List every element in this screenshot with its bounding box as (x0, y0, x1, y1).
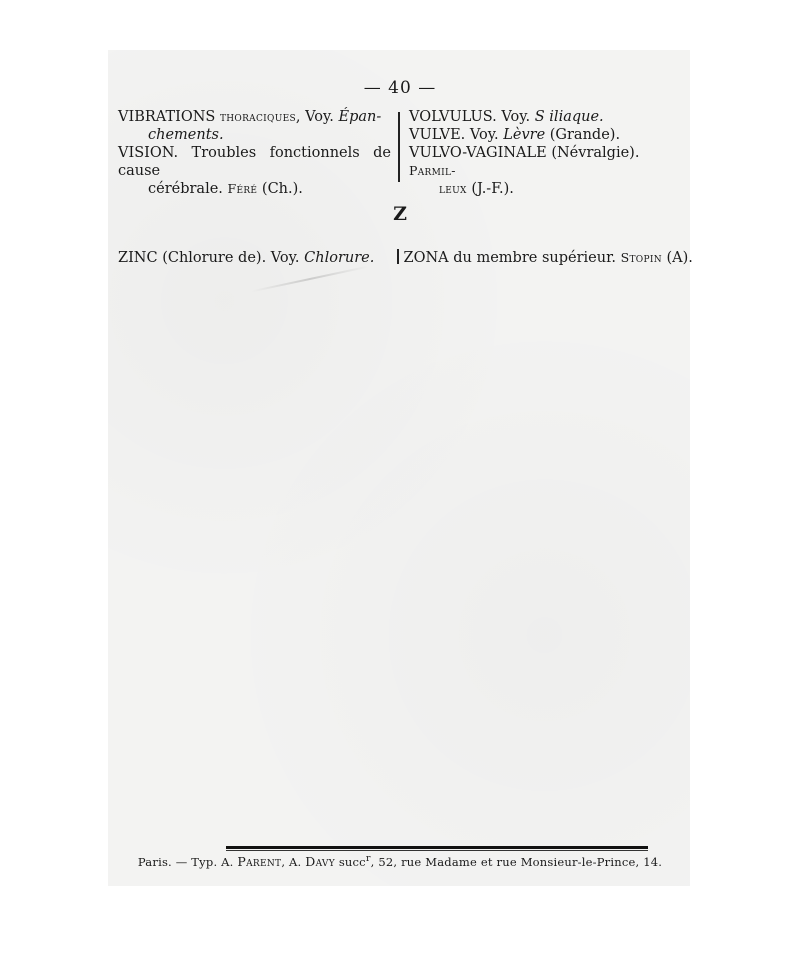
entry-vision (118, 144, 391, 198)
entry-head: ZINC (Chlorure de). Voy. (118, 250, 305, 266)
entry-author: Parmil- (409, 163, 456, 178)
entry-zinc (118, 249, 374, 267)
entry-author: Stopin (620, 250, 662, 265)
entry-volvulus (409, 108, 684, 126)
entry-vulve (409, 126, 684, 144)
entry-head: VOLVULUS. Voy. (409, 109, 535, 125)
entry-ref: S iliaque. (534, 109, 604, 125)
entry-author-initials: (J.-F.). (466, 181, 514, 197)
entry-tail: (Grande). (545, 127, 621, 143)
entry-author-initials: (A). (661, 250, 693, 266)
right-column (409, 108, 684, 198)
entry-continuation (118, 180, 391, 198)
entry-head: VIBRATIONS (118, 109, 216, 125)
entry-text: cérébrale. (148, 181, 228, 197)
imprint-address: , 52, rue Madame et rue Monsieur-le-Prince, 14. (370, 854, 663, 869)
entry-vibrations (118, 108, 391, 144)
imprint-sup: r (365, 853, 371, 864)
column-divider (398, 112, 400, 182)
column-divider (397, 249, 399, 264)
page-number: — 40 — (363, 78, 437, 98)
entry-head: VISION. Troubles fonctionnels de cause (118, 145, 391, 179)
entry-continuation (409, 180, 684, 198)
left-column (118, 108, 391, 198)
entry-qualifier: thoraciques (219, 109, 296, 124)
entry-continuation: chements. (148, 127, 224, 143)
imprint-sep: , A. (281, 854, 306, 869)
entry-zona (397, 249, 693, 267)
entry-ref: Épan- (338, 109, 382, 125)
entry-see: , Voy. (295, 109, 339, 125)
imprint-successor: Davy (305, 853, 335, 869)
printer-imprint (0, 853, 800, 869)
imprint-succ: succ (334, 854, 366, 869)
entry-ref: Lèvre (503, 127, 546, 143)
entry-author: leux (439, 181, 467, 196)
imprint-printer: Parent (237, 853, 282, 869)
entry-head: VULVE. Voy. (409, 127, 504, 143)
entry-head: VULVO-VAGINALE (Névralgie). (409, 145, 640, 161)
entry-author: Féré (227, 181, 258, 196)
imprint-city: Paris. — Typ. A. (137, 854, 238, 869)
entry-vulvo-vaginale (409, 144, 684, 198)
footer-rule (226, 846, 648, 849)
entry-ref: Chlorure. (304, 250, 375, 266)
entry-author-initials: (Ch.). (257, 181, 303, 197)
entry-head: ZONA du membre supérieur. (403, 250, 621, 266)
section-letter: Z (393, 203, 407, 225)
footer-rule-thin (226, 850, 648, 851)
